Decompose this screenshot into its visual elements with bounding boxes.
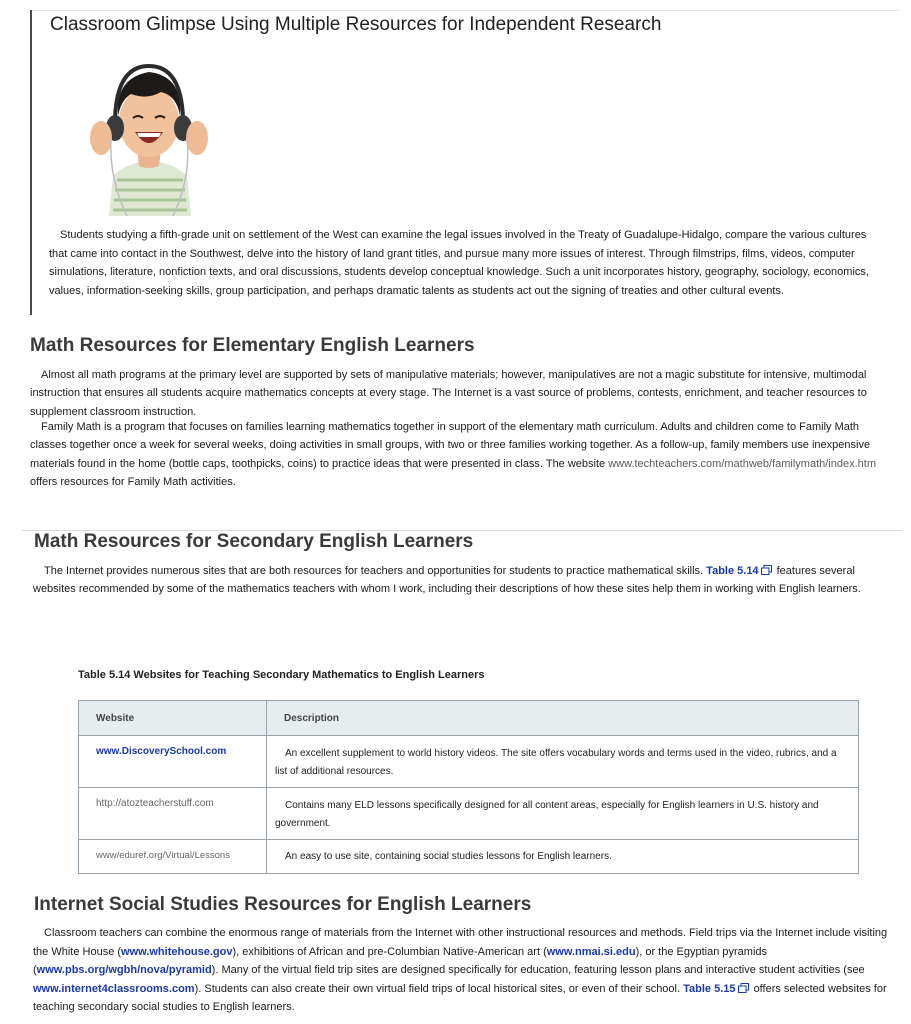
description-text: Contains many ELD lessons specifically designed for all content areas, especially for English learners in U.S. history and government. — [275, 800, 819, 829]
classroom-glimpse-box — [30, 10, 890, 315]
website-link[interactable]: www/eduref.org/Virtual/Lessons — [79, 840, 267, 874]
popup-reference-icon[interactable] — [738, 983, 749, 993]
familymath-link[interactable]: www.techteachers.com/mathweb/familymath/index.htm — [608, 457, 876, 470]
description-text: An easy to use site, containing social studies lessons for English learners. — [285, 851, 612, 862]
paragraph-text: ). Many of the virtual field trip sites are designed specifically for education, featuring lesson plans and interactive student activities (see — [211, 964, 865, 977]
description-text: An excellent supplement to world history videos. The site offers vocabulary words and terms used in the video, rubrics, and a list of additional resources. — [275, 748, 837, 777]
paragraph-text: ), or the Egyptian pyramids ( — [33, 945, 768, 977]
table-header-website: Website — [79, 701, 267, 736]
table-5-14-link[interactable]: Table 5.14 — [706, 565, 759, 577]
math-elementary-paragraph-2 — [30, 418, 898, 491]
whitehouse-link[interactable]: www.whitehouse.gov — [121, 945, 233, 958]
table-row — [79, 788, 859, 840]
nmai-link[interactable]: www.nmai.si.edu — [546, 945, 636, 958]
internet4classrooms-link[interactable]: www.internet4classrooms.com — [33, 982, 195, 995]
paragraph-text: ). Students can also create their own virtual field trips of local historical sites, or even of their school. — [194, 982, 681, 995]
website-description — [267, 736, 859, 788]
website-description — [267, 788, 859, 840]
table-header-description: Description — [267, 701, 859, 736]
glimpse-paragraph: Students studying a fifth-grade unit on settlement of the West can examine the legal issues involved in the Treaty of Guadalupe-Hidalgo, compare the various cultures that came into contact in the Southwest, delve into the history of land grant titles, and pursue many more issues of interest. Through filmstrips, films, videos, computer simulations, literature, nonfiction texts, and oral discussions, students develop conceptual knowledge. Such a unit incorporates history, geography, sociology, economics, values, information-seeking skills, group participation, and perhaps dramatic talents as students act out the signing of treaties and other cultural events. — [49, 229, 869, 297]
paragraph-text: offers selected websites for teaching secondary social studies to English learners. — [33, 982, 887, 1014]
paragraph-text: Classroom teachers can combine the enormous range of materials from the Internet with other instructional resources and methods. Field trips via the Internet include visiting the White House ( — [33, 927, 888, 958]
paragraph-text: features several websites recommended by some of the mathematics teachers with whom I work, including their descriptions of how these sites help them in working with English learners. — [33, 565, 861, 596]
boy-with-headphones-photo — [87, 58, 212, 216]
social-studies-paragraph — [33, 924, 899, 1017]
popup-reference-icon[interactable] — [761, 565, 772, 575]
paragraph-text: ), exhibitions of African and pre-Columbian Native-American art ( — [232, 945, 547, 958]
heading-math-elementary: Math Resources for Elementary English Learners — [30, 335, 475, 356]
paragraph-text: The Internet provides numerous sites that are both resources for teachers and opportunities for students to practice mathematical skills. — [44, 565, 704, 577]
website-link[interactable]: http://atozteacherstuff.com — [79, 788, 267, 840]
websites-table — [78, 700, 859, 874]
table-caption: Table 5.14 Websites for Teaching Secondary Mathematics to English Learners — [78, 669, 485, 681]
math-secondary-paragraph — [33, 562, 899, 599]
math-elementary-paragraph-1: Almost all math programs at the primary level are supported by sets of manipulative materials; however, manipulatives are not a magic substitute for intensive, multimodal instruction that ensures all students acquire mathematics concepts at every stage. The Internet is a vast source of problems, contests, enrichment, and teacher resources to supplement classroom instruction. — [30, 369, 867, 418]
table-5-15-link[interactable]: Table 5.15 — [683, 982, 736, 995]
heading-social-studies: Internet Social Studies Resources for English Learners — [34, 894, 532, 915]
paragraph-text: Family Math is a program that focuses on families learning mathematics together in support of the elementary math curriculum. Adults and children come to Family Math classes together once a week for several weeks, doing activities in small groups, with two or three families working together. As a follow-up, family members use inexpensive materials found in the home (bottle caps, toothpicks, coins) to practice ideas that were presented in class. The website — [30, 421, 871, 470]
heading-math-secondary: Math Resources for Secondary English Learners — [34, 531, 474, 552]
paragraph-text: offers resources for Family Math activities. — [30, 475, 236, 488]
table-row — [79, 840, 859, 874]
pbs-pyramid-link[interactable]: www.pbs.org/wgbh/nova/pyramid — [36, 964, 212, 977]
glimpse-title: Classroom Glimpse Using Multiple Resources for Independent Research — [50, 14, 662, 35]
table-row — [79, 736, 859, 788]
website-link[interactable]: www.DiscoverySchool.com — [79, 736, 267, 788]
website-description — [267, 840, 859, 874]
